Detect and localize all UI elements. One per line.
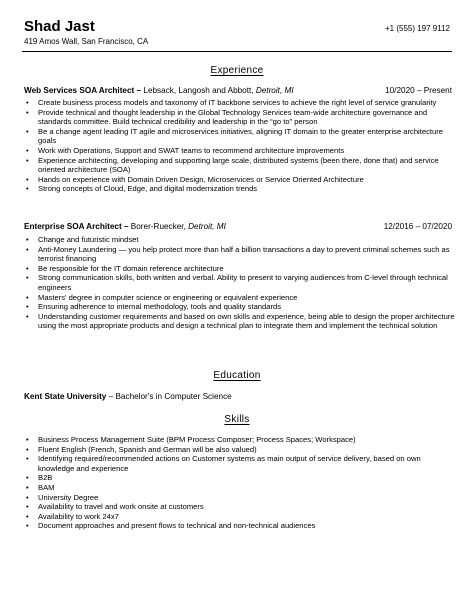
list-item: • BAM xyxy=(38,483,458,493)
job-bullet-list xyxy=(24,235,458,331)
list-item: • Anti-Money Laundering — you help protect more than half a billion transactions a day to prevent criminal schemes such as terrorist financing xyxy=(38,245,458,264)
list-item: • Masters' degree in computer science or engineering or equivalent experience xyxy=(38,293,458,303)
list-item: • Create business process models and taxonomy of IT backbone services to achieve the right level of service granularity xyxy=(38,98,458,108)
list-item: • Business Process Management Suite (BPM Process Composer; Process Spaces; Workspace) xyxy=(38,435,458,445)
school-name: Kent State University xyxy=(24,392,107,401)
job-location: Detroit, MI xyxy=(255,86,294,95)
list-item: • Strong concepts of Cloud, Edge, and digital modernization trends xyxy=(38,184,458,194)
job-header xyxy=(24,86,452,95)
job-dates: 12/2016 – 07/2020 xyxy=(383,222,452,231)
address: 419 Amos Wall, San Francisco, CA xyxy=(24,37,149,46)
job-location: Detroit, MI xyxy=(188,222,226,231)
list-item: • Experience architecting, developing and supporting large scale, distributed systems (been there, done that) and service oriented architecture (SOA) xyxy=(38,156,458,175)
list-item: • Change and futuristic mindset xyxy=(38,235,458,245)
job-company: Lebsack, Langosh and Abbott, xyxy=(143,86,254,95)
list-item: • Document approaches and present flows to technical and non-technical audiences xyxy=(38,521,458,531)
degree: – Bachelor's in Computer Science xyxy=(108,392,232,401)
education-heading xyxy=(0,370,474,381)
job-company: Borer-Ruecker, xyxy=(130,222,186,231)
list-item: • Be responsible for the IT domain reference architecture xyxy=(38,264,458,274)
list-item: • Understanding customer requirements and based on own skills and experience, being able to design the proper architecture using the most appropriate products and design a technical plan to integrate them and implement the technical solution xyxy=(38,312,458,331)
phone-number: +1 (555) 197 9112 xyxy=(384,24,450,33)
skills-heading xyxy=(0,414,474,425)
job-dates: 10/2020 – Present xyxy=(385,86,452,95)
list-item: • Work with Operations, Support and SWAT teams to recommend architecture improvements xyxy=(38,146,458,156)
job-header xyxy=(24,222,452,231)
list-item: • University Degree xyxy=(38,493,458,503)
experience-heading-text: Experience xyxy=(210,65,264,76)
skills-list xyxy=(24,435,458,531)
list-item: • Availability to travel and work onsite at customers xyxy=(38,502,458,512)
experience-heading xyxy=(0,65,474,76)
list-item: • Provide technical and thought leadership in the Global Technology Services team-wide architecture governance and standards committee. Build technical credibility and leadership in the “go to” person xyxy=(38,108,458,127)
list-item: • Hands on experience with Domain Driven Design, Microservices or Service Oriented Architecture xyxy=(38,175,458,185)
list-item: • Strong communication skills, both written and verbal. Ability to present to varying audiences from C-level through technical engineers xyxy=(38,273,458,292)
education-entry xyxy=(24,392,232,401)
candidate-name: Shad Jast xyxy=(24,18,95,35)
header-divider xyxy=(22,51,452,52)
list-item: • B2B xyxy=(38,473,458,483)
list-item: • Ensuring adherence to internal methodology, tools and quality standards xyxy=(38,302,458,312)
list-item: • Be a change agent leading IT agile and microservices initiatives, aligning IT domain to the greater enterprise architecture goals xyxy=(38,127,458,146)
job-title: Enterprise SOA Architect – xyxy=(24,222,129,231)
list-item: • Availability to work 24x7 xyxy=(38,512,458,522)
education-heading-text: Education xyxy=(213,370,261,381)
job-title: Web Services SOA Architect – xyxy=(24,86,142,95)
list-item: • Fluent English (French, Spanish and German will be also valued) xyxy=(38,445,458,455)
list-item: • Identifying required/recommended actions on Customer systems as main output of service delivery, based on own knowledge and experience xyxy=(38,454,458,473)
skills-heading-text: Skills xyxy=(224,414,250,425)
job-bullet-list xyxy=(24,98,458,194)
